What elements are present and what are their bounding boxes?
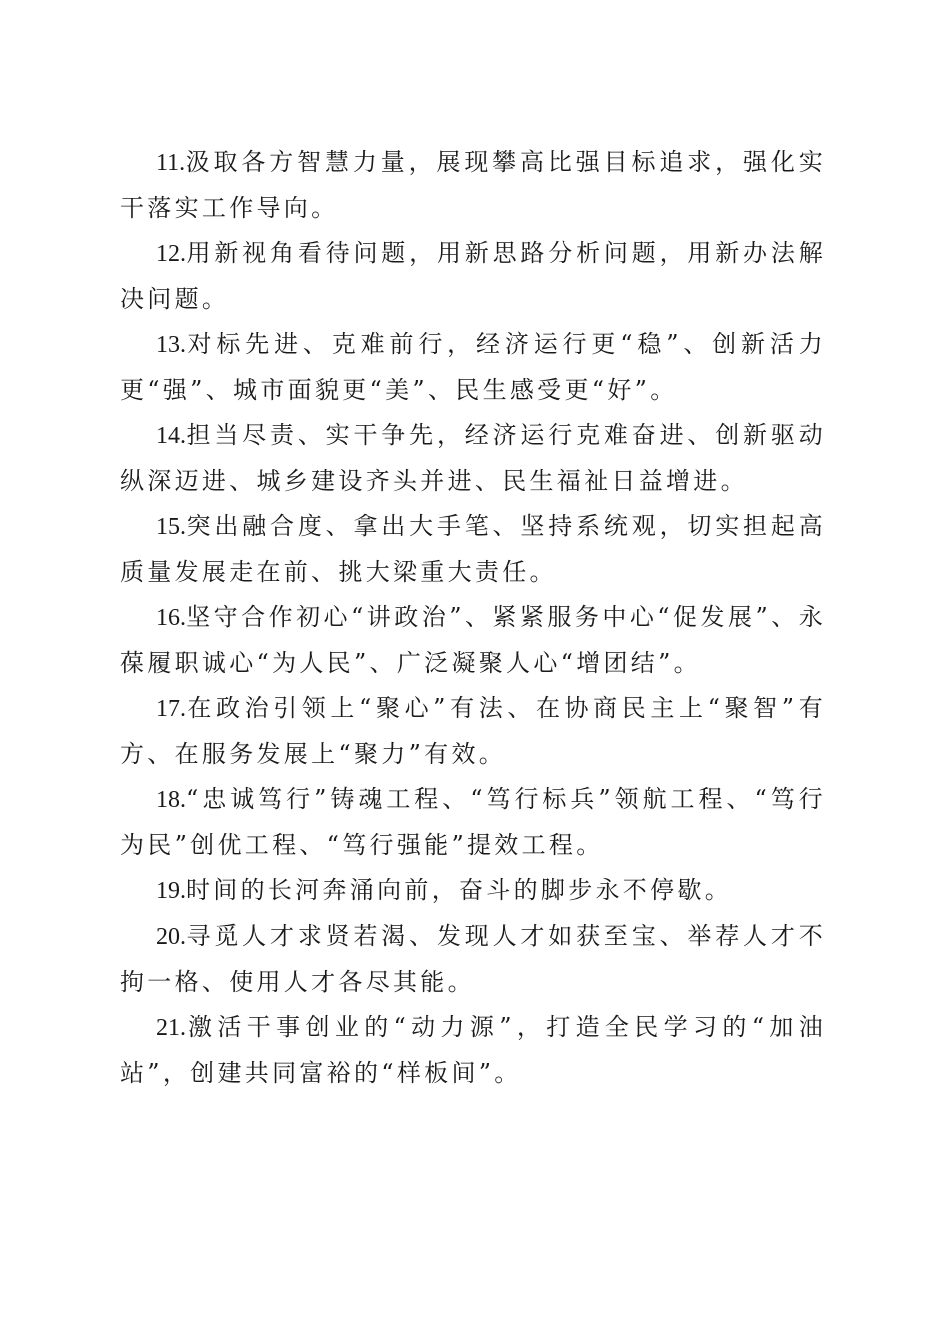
paragraph-number: 19. bbox=[156, 878, 186, 904]
paragraph-number: 11. bbox=[156, 150, 186, 176]
paragraph-21 bbox=[120, 1005, 826, 1096]
paragraph-number: 17. bbox=[156, 696, 186, 722]
paragraph-number: 15. bbox=[156, 514, 186, 540]
paragraph-20 bbox=[120, 914, 826, 1005]
paragraph-text: 汲取各方智慧力量，展现攀高比强目标追求，强化实干落实工作导向。 bbox=[120, 148, 826, 222]
paragraph-text: 时间的长河奔涌向前，奋斗的脚步永不停歇。 bbox=[186, 876, 732, 904]
paragraph-text: 坚守合作初心“讲政治”、紧紧服务中心“促发展”、永葆履职诚心“为人民”、广泛凝聚人心“增团结”。 bbox=[120, 603, 826, 677]
paragraph-number: 16. bbox=[156, 605, 186, 631]
paragraph-number: 20. bbox=[156, 924, 186, 950]
paragraph-16 bbox=[120, 595, 826, 686]
paragraph-number: 13. bbox=[156, 332, 186, 358]
paragraph-17 bbox=[120, 686, 826, 777]
paragraph-text: 激活干事创业的“动力源”，打造全民学习的“加油站”，创建共同富裕的“样板间”。 bbox=[120, 1013, 826, 1087]
paragraph-text: 在政治引领上“聚心”有法、在协商民主上“聚智”有方、在服务发展上“聚力”有效。 bbox=[120, 694, 826, 768]
paragraph-11 bbox=[120, 140, 826, 231]
paragraph-15 bbox=[120, 504, 826, 595]
paragraph-number: 21. bbox=[156, 1015, 186, 1041]
paragraph-13 bbox=[120, 322, 826, 413]
paragraph-19 bbox=[120, 868, 826, 914]
document-body bbox=[120, 140, 826, 1096]
paragraph-text: “忠诚笃行”铸魂工程、“笃行标兵”领航工程、“笃行为民”创优工程、“笃行强能”提效工程。 bbox=[120, 785, 826, 859]
paragraph-text: 用新视角看待问题，用新思路分析问题，用新办法解决问题。 bbox=[120, 239, 826, 313]
paragraph-number: 18. bbox=[156, 787, 186, 813]
paragraph-18 bbox=[120, 777, 826, 868]
paragraph-text: 突出融合度、拿出大手笔、坚持系统观，切实担起高质量发展走在前、挑大梁重大责任。 bbox=[120, 512, 826, 586]
paragraph-text: 寻觅人才求贤若渴、发现人才如获至宝、举荐人才不拘一格、使用人才各尽其能。 bbox=[120, 922, 826, 996]
paragraph-text: 对标先进、克难前行，经济运行更“稳”、创新活力更“强”、城市面貌更“美”、民生感受更“好”。 bbox=[120, 330, 826, 404]
paragraph-number: 12. bbox=[156, 241, 186, 267]
paragraph-number: 14. bbox=[156, 423, 186, 449]
paragraph-12 bbox=[120, 231, 826, 322]
paragraph-text: 担当尽责、实干争先，经济运行克难奋进、创新驱动纵深迈进、城乡建设齐头并进、民生福祉日益增进。 bbox=[120, 421, 826, 495]
paragraph-14 bbox=[120, 413, 826, 504]
